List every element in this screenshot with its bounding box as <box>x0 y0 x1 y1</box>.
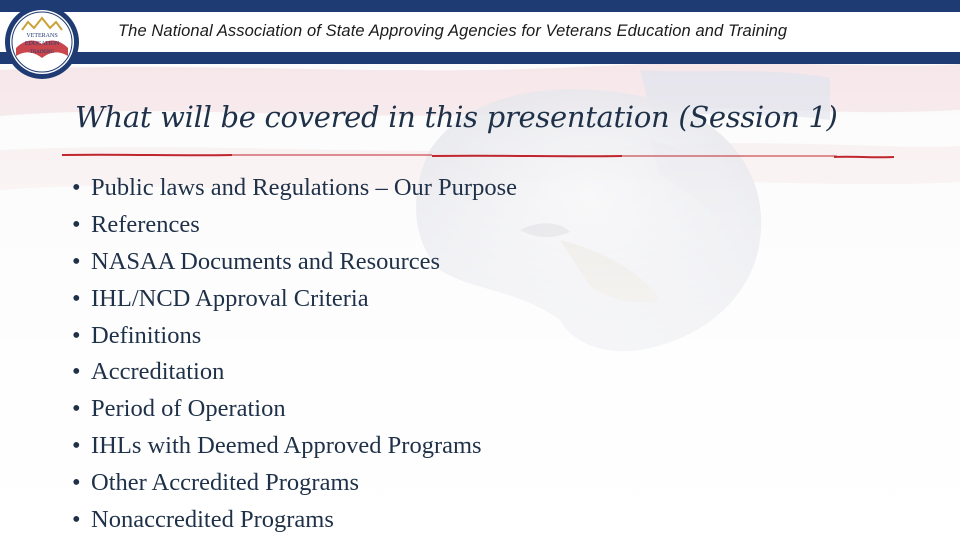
list-item-text: References <box>91 210 200 238</box>
bullet-icon: • <box>72 321 81 349</box>
list-item <box>72 504 517 541</box>
list-item <box>72 246 517 283</box>
seal-text-training: TRAINING <box>29 50 55 55</box>
title-underline <box>62 152 894 160</box>
list-item-text: Definitions <box>91 321 202 349</box>
list-item <box>72 356 517 393</box>
bullet-icon: • <box>72 247 81 275</box>
list-item-text: IHL/NCD Approval Criteria <box>91 284 369 312</box>
bullet-icon: • <box>72 358 81 386</box>
bullet-icon: • <box>72 174 81 201</box>
bullet-icon: • <box>72 395 81 423</box>
bullet-icon: • <box>72 432 81 460</box>
seal-text-veterans: VETERANS <box>26 33 58 39</box>
list-item <box>72 209 517 246</box>
bullet-icon: • <box>72 506 81 534</box>
list-item-text: Period of Operation <box>91 395 286 423</box>
list-item-text: Public laws and Regulations – Our Purpose <box>91 174 517 201</box>
bullet-icon: • <box>72 284 81 312</box>
list-item <box>72 430 517 467</box>
list-item <box>72 283 517 320</box>
topics-bullet-list <box>72 172 517 541</box>
bullet-icon: • <box>72 210 81 238</box>
list-item-text: IHLs with Deemed Approved Programs <box>91 432 482 460</box>
list-item <box>72 320 517 357</box>
list-item <box>72 172 517 209</box>
organization-name: The National Association of State Approving Agencies for Veterans Education and Training <box>118 22 788 40</box>
slide-title: What will be covered in this presentation (Session 1) <box>75 100 838 134</box>
list-item-text: NASAA Documents and Resources <box>91 247 441 275</box>
list-item <box>72 467 517 504</box>
bullet-icon: • <box>72 469 81 497</box>
seal-text-education: EDUCATION <box>24 41 60 47</box>
list-item-text: Nonaccredited Programs <box>91 506 334 534</box>
list-item-text: Accreditation <box>91 358 225 386</box>
nasaa-seal-logo <box>4 4 80 80</box>
list-item <box>72 393 517 430</box>
list-item-text: Other Accredited Programs <box>91 469 360 497</box>
